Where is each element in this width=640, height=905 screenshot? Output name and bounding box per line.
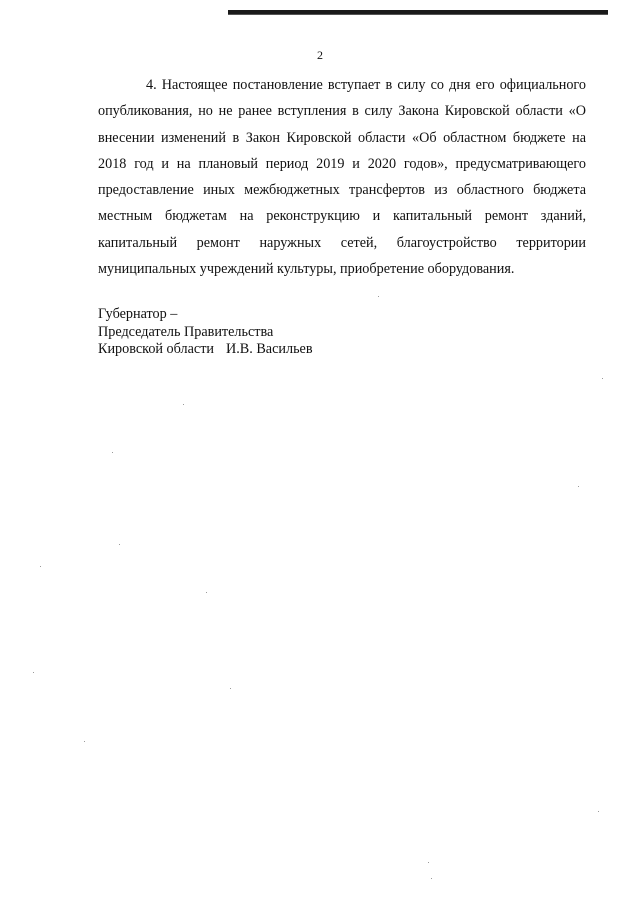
page-number: 2	[317, 48, 323, 62]
signature-org: Кировской области	[98, 341, 214, 358]
signature-title-line: Губернатор –	[98, 306, 178, 322]
scan-speck	[602, 378, 603, 379]
scan-speck	[578, 486, 579, 487]
scan-speck	[33, 672, 34, 673]
scan-speck	[206, 592, 207, 593]
scan-speck	[119, 544, 120, 545]
scan-speck	[230, 688, 231, 689]
signature-name-line	[98, 341, 313, 359]
scan-speck	[183, 404, 184, 405]
scan-speck	[84, 741, 85, 742]
signature-block	[98, 306, 313, 359]
scan-speck	[598, 811, 599, 812]
scan-speck	[40, 566, 41, 567]
scan-speck	[428, 862, 429, 863]
signature-position-line: Председатель Правительства	[98, 323, 274, 340]
header-rule-shadow	[228, 14, 608, 15]
scan-speck	[431, 878, 432, 879]
clause-4-paragraph: 4. Настоящее постановление вступает в силу со дня его официального опубликования, но не ранее вступления в силу Закона Кировской области «О внесении изменений в Закон Кировской области «Об областном бюджете на 2018 год и на плановый период 2019 и 2020 годов», предусматривающего предоставление иных межбюджетных трансфертов из областного бюджета местным бюджетам на реконструкцию и капитальный ремонт зданий, капитальный ремонт наружных сетей, благоустройство территории муниципальных учреждений культуры, приобретение оборудования.	[98, 77, 586, 278]
signature-name: И.В. Васильев	[226, 341, 313, 358]
scan-speck	[378, 296, 379, 297]
scan-speck	[112, 452, 113, 453]
